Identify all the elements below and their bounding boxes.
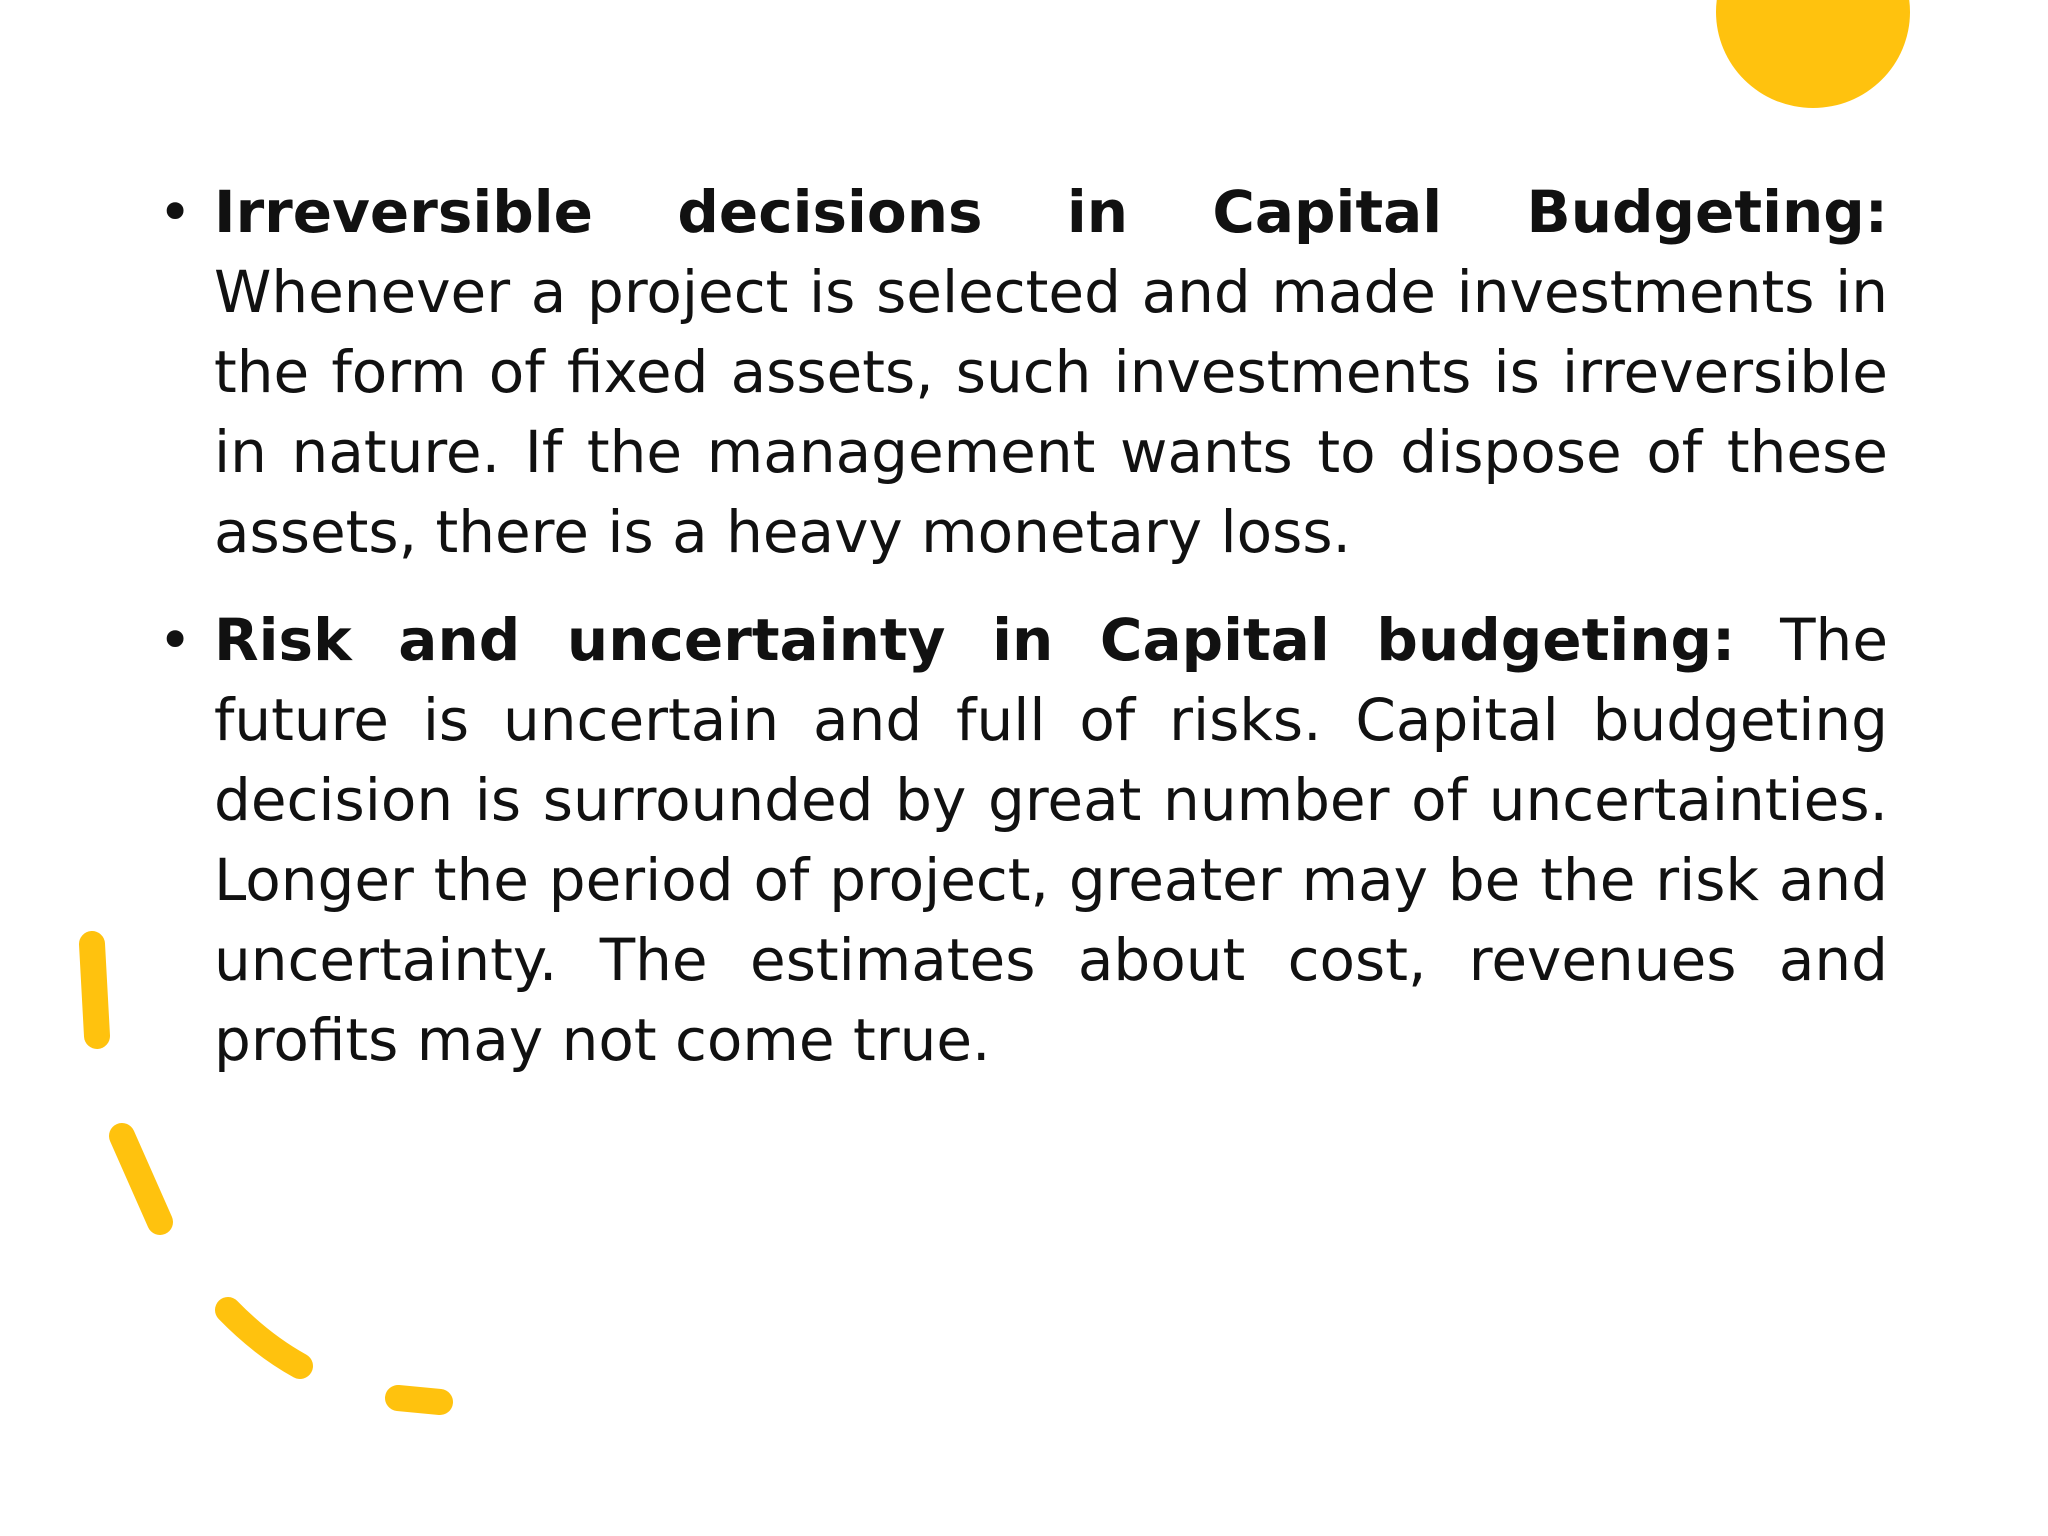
bullet-item [150, 600, 1888, 1080]
bullet-item [150, 172, 1888, 572]
bullet-heading: Risk and uncertainty in Capital budgeting: [214, 606, 1736, 674]
bullet-list [150, 172, 1888, 1080]
decorative-yellow-circle [1716, 0, 1910, 108]
arc-dash-1 [92, 944, 97, 1036]
bullet-text: Whenever a project is selected and made investments in the form of fixed assets, such investments is irreversible in nature. If the management wants to dispose of these assets, there is a heavy monetary loss. [214, 258, 1888, 566]
arc-dash-2 [122, 1136, 160, 1222]
arc-dash-3 [228, 1310, 300, 1366]
arc-dash-4 [398, 1398, 440, 1402]
bullet-text: The future is uncertain and full of risks. Capital budgeting decision is surrounded by great number of uncertainties. Longer the period of project, greater may be the risk and uncertainty. The estimates about cost, revenues and profits may not come true. [214, 606, 1889, 1074]
bullet-dot: • [158, 606, 193, 674]
slide-body [150, 172, 1888, 1108]
bullet-heading: Irreversible decisions in Capital Budgeting: [214, 178, 1888, 246]
bullet-dot: • [158, 178, 193, 246]
